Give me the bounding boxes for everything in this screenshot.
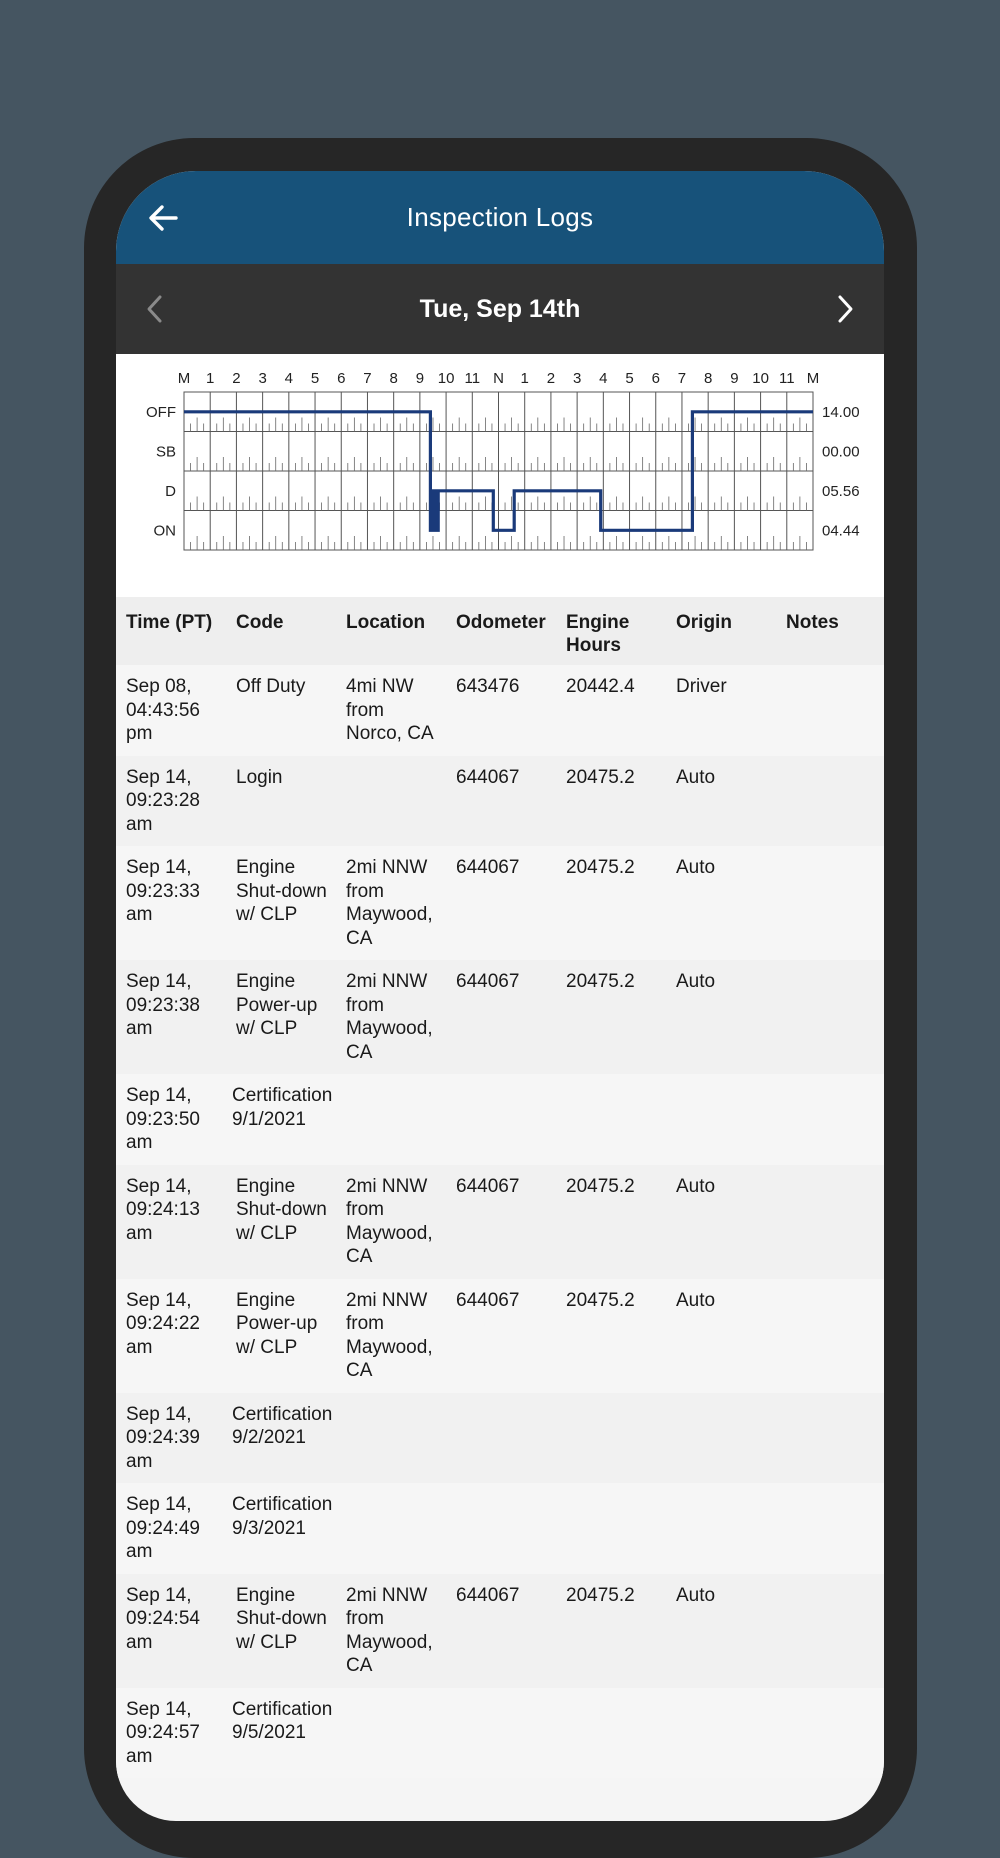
date-navigator [116,264,884,354]
table-row[interactable] [116,1393,884,1484]
hour-label: 6 [337,370,346,387]
hour-label: 8 [703,370,713,387]
column-header: Location [336,597,446,665]
column-header: Origin [666,597,776,665]
cell-time: Sep 14, 09:24:49 am [116,1483,226,1574]
cell-notes [776,1574,884,1688]
cell-location: 2mi NNW from Maywood, CA [336,1279,446,1393]
chevron-right-icon[interactable] [830,293,860,325]
hour-label: 1 [206,370,215,387]
cell-notes [776,1165,884,1279]
cell-time: Sep 14, 09:23:33 am [116,846,226,960]
hour-label: 7 [363,370,372,387]
hour-label: 11 [779,370,795,387]
hour-label: 4 [599,370,608,387]
cell-code: Certification 9/5/2021 [226,1688,884,1779]
column-header: Notes [776,597,884,665]
cell-time: Sep 08, 04:43:56 pm [116,665,226,756]
column-header: Engine Hours [556,597,666,665]
cell-origin: Auto [666,756,776,847]
table-row[interactable] [116,1483,884,1574]
row-label-sb: SB [155,443,176,461]
row-total: 04.44 [822,522,860,540]
row-total: 05.56 [822,482,860,500]
cell-notes [776,756,884,847]
table-row[interactable] [116,1574,884,1688]
app-bar [116,171,884,264]
column-header: Code [226,597,336,665]
cell-time: Sep 14, 09:24:13 am [116,1165,226,1279]
row-label-off: OFF [146,403,176,421]
hour-label: 1 [520,370,529,387]
cell-engine-hours: 20442.4 [556,665,666,756]
table-row[interactable] [116,846,884,960]
cell-notes [776,960,884,1074]
hour-label: 2 [546,370,556,387]
cell-code: Certification 9/1/2021 [226,1074,884,1165]
cell-origin: Auto [666,1165,776,1279]
hour-label: N [493,370,504,387]
hour-label: 5 [310,370,320,387]
cell-engine-hours: 20475.2 [556,756,666,847]
cell-odometer: 644067 [446,960,556,1074]
cell-engine-hours: 20475.2 [556,1574,666,1688]
row-total: 14.00 [822,403,860,421]
cell-engine-hours: 20475.2 [556,960,666,1074]
cell-origin: Auto [666,960,776,1074]
cell-code: Engine Power-up w/ CLP [226,960,336,1074]
table-body [116,665,884,1778]
hour-label: M [177,370,191,387]
cell-code: Engine Shut-down w/ CLP [226,1574,336,1688]
hour-label: 3 [258,370,267,387]
cell-location: 2mi NNW from Maywood, CA [336,846,446,960]
cell-time: Sep 14, 09:24:22 am [116,1279,226,1393]
cell-code: Engine Power-up w/ CLP [226,1279,336,1393]
hour-label: 9 [415,370,425,387]
table-row[interactable] [116,1165,884,1279]
hour-label: 11 [464,370,481,387]
hour-label: 2 [232,370,241,387]
table-row[interactable] [116,1074,884,1165]
table-header-row [116,597,884,665]
current-date: Tue, Sep 14th [419,295,581,323]
cell-origin: Auto [666,1279,776,1393]
cell-location: 4mi NW from Norco, CA [336,665,446,756]
hour-label: 4 [284,370,294,387]
row-label-on: ON [153,522,176,540]
cell-notes [776,1279,884,1393]
cell-code: Certification 9/2/2021 [226,1393,884,1484]
app-screen [116,171,884,1821]
hour-label: 10 [752,370,769,387]
column-header: Odometer [446,597,556,665]
cell-time: Sep 14, 09:23:50 am [116,1074,226,1165]
cell-time: Sep 14, 09:23:28 am [116,756,226,847]
cell-odometer: 644067 [446,1279,556,1393]
cell-odometer: 644067 [446,846,556,960]
page-title: Inspection Logs [406,202,594,232]
cell-time: Sep 14, 09:24:57 am [116,1688,226,1779]
cell-odometer: 644067 [446,756,556,847]
inspection-log-table [116,597,884,1778]
hour-label: 9 [730,370,739,387]
cell-location [336,756,446,847]
cell-location: 2mi NNW from Maywood, CA [336,960,446,1074]
cell-code: Off Duty [226,665,336,756]
hour-label: 8 [389,370,398,387]
cell-code: Engine Shut-down w/ CLP [226,846,336,960]
hour-label: M [806,370,820,387]
hour-label: 6 [651,370,660,387]
table-row[interactable] [116,1688,884,1779]
duty-status-graph [116,354,884,597]
cell-code: Engine Shut-down w/ CLP [226,1165,336,1279]
hos-grid-chart [116,354,884,597]
hour-label: 10 [437,370,455,387]
cell-origin: Driver [666,665,776,756]
cell-time: Sep 14, 09:23:38 am [116,960,226,1074]
row-total: 00.00 [822,443,860,461]
cell-odometer: 643476 [446,665,556,756]
row-label-d: D [165,482,176,500]
cell-origin: Auto [666,1574,776,1688]
hour-label: 7 [677,370,687,387]
cell-notes [776,665,884,756]
cell-code: Login [226,756,336,847]
cell-odometer: 644067 [446,1165,556,1279]
table-row[interactable] [116,1279,884,1393]
table-row[interactable] [116,960,884,1074]
hour-label: 5 [625,370,634,387]
hour-label: 3 [572,370,582,387]
cell-code: Certification 9/3/2021 [226,1483,884,1574]
table-row[interactable] [116,665,884,756]
table-row[interactable] [116,756,884,847]
cell-time: Sep 14, 09:24:39 am [116,1393,226,1484]
cell-location: 2mi NNW from Maywood, CA [336,1165,446,1279]
cell-engine-hours: 20475.2 [556,1279,666,1393]
cell-odometer: 644067 [446,1574,556,1688]
cell-time: Sep 14, 09:24:54 am [116,1574,226,1688]
cell-engine-hours: 20475.2 [556,846,666,960]
cell-notes [776,846,884,960]
cell-location: 2mi NNW from Maywood, CA [336,1574,446,1688]
cell-engine-hours: 20475.2 [556,1165,666,1279]
column-header: Time (PT) [116,597,226,665]
cell-origin: Auto [666,846,776,960]
